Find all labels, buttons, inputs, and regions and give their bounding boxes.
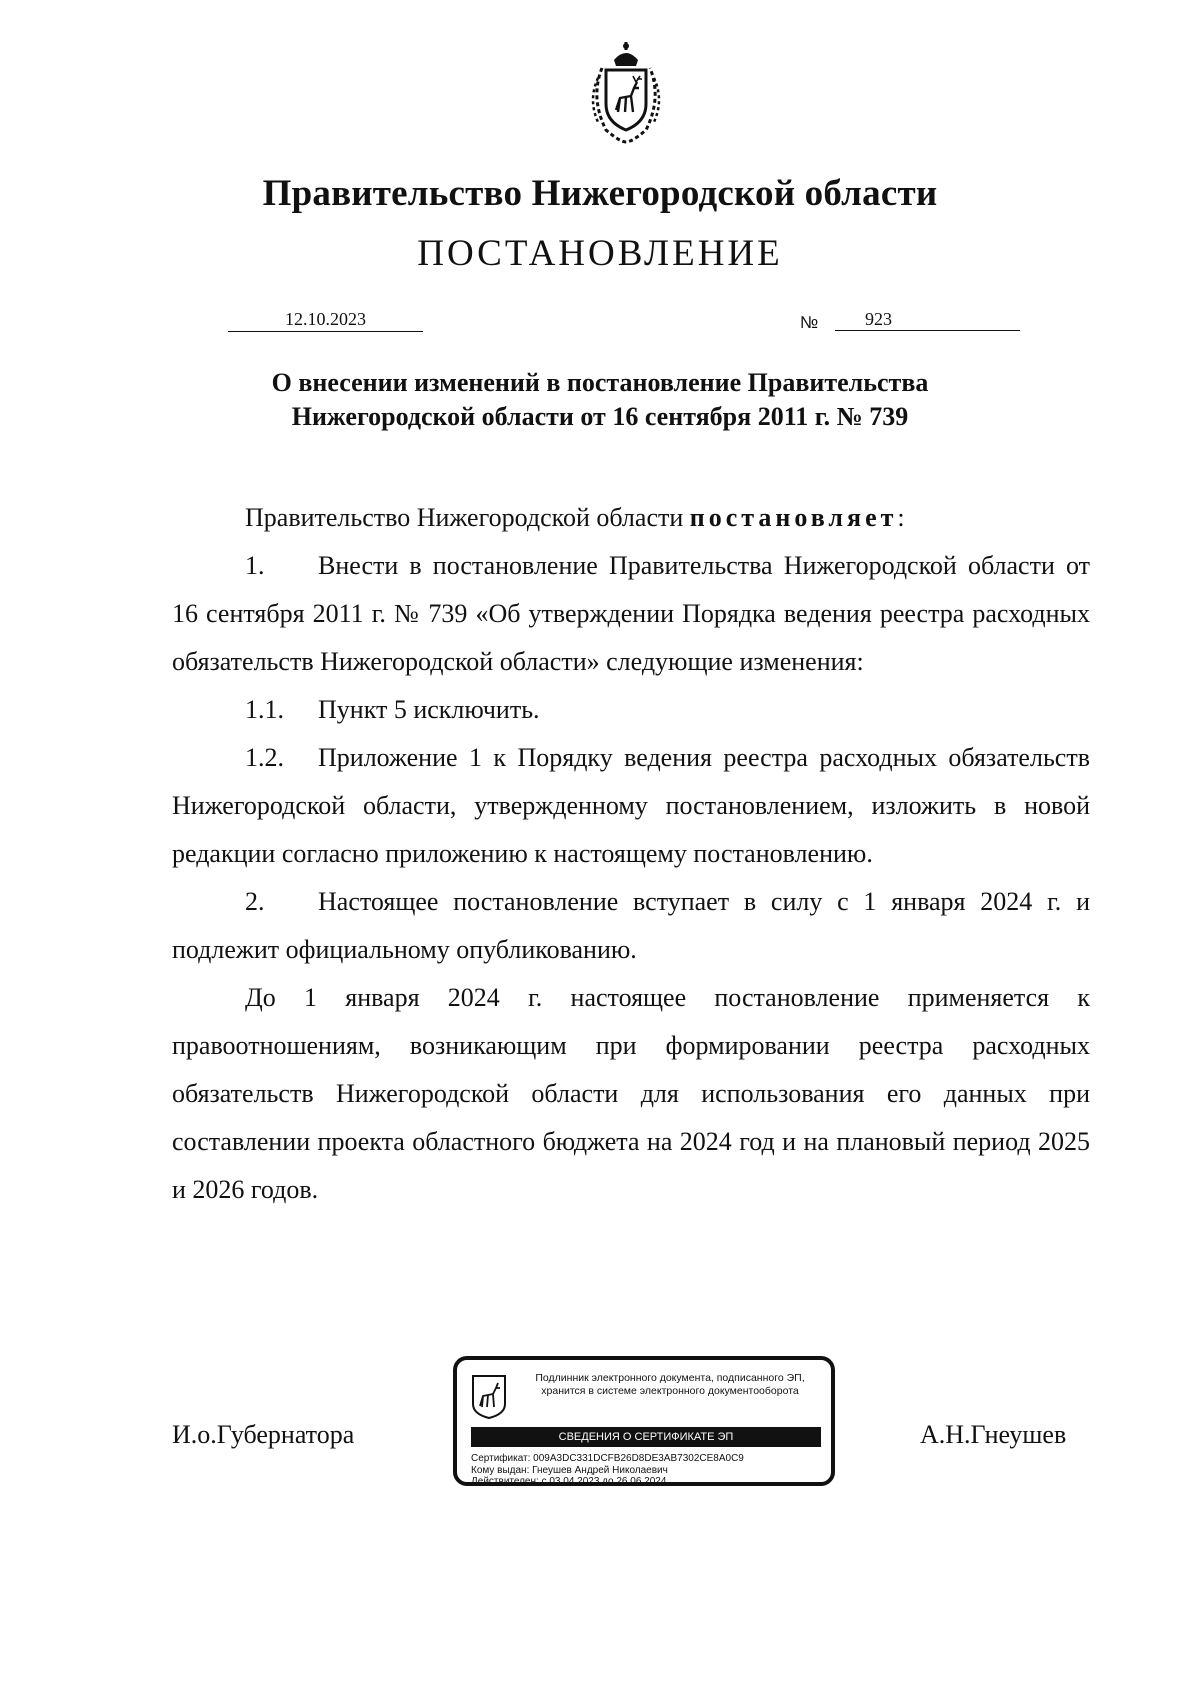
document-body [172,494,1090,1214]
document-subject [0,366,1200,434]
deer-emblem-icon [471,1374,507,1420]
stamp-line-2: хранится в системе электронного документооборота [541,1385,799,1397]
paragraph-1 [172,542,1090,686]
stamp-line-1: Подлинник электронного документа, подписанного ЭП, [535,1372,805,1384]
number-sign: № [800,313,819,332]
document-number: 923 [835,307,1020,331]
paragraph-1-1-text: Пункт 5 исключить. [318,695,540,724]
paragraph-2-text: Настоящее постановление вступает в силу с 1 января 2024 г. и подлежит официальному опубликованию. [172,887,1090,964]
stamp-header [513,1372,827,1398]
certificate-serial: Сертификат: 009A3DC331DCFB26D8DE3AB7302CE8A0C9 [471,1453,744,1464]
intro-text: Правительство Нижегородской области [245,503,684,532]
paragraph-3-text: До 1 января 2024 г. настоящее постановление применяется к правоотношениям, возникающим при формировании реестра расходных обязательств Нижегородской области для использования его данных при составлении проекта областного бюджета на 2024 год и на плановый период 2025 и 2026 годов. [172,983,1090,1204]
document-type: ПОСТАНОВЛЕНИЕ [417,233,783,274]
intro-colon: : [897,503,905,532]
intro-resolves: постановляет [689,503,898,532]
paragraph-2-number: 2. [245,887,265,916]
paragraph-1-2-number: 1.2. [245,743,284,772]
paragraph-1-text: Внести в постановление Правительства Нижегородской области от 16 сентября 2011 г. № 739 «Об утверждении Порядка ведения реестра расходных обязательств Нижегородской области» следующие изменения: [172,551,1090,676]
paragraph-1-number: 1. [245,551,265,580]
signatory-position: И.о.Губернатора [172,1420,355,1449]
certificate-info-bar: СВЕДЕНИЯ О СЕРТИФИКАТЕ ЭП [471,1427,821,1447]
paragraph-1-1-number: 1.1. [245,695,284,724]
electronic-signature-stamp [453,1356,835,1486]
certificate-owner: Кому выдан: Гнеушев Андрей Николаевич [471,1464,668,1476]
paragraph-3 [172,974,1090,1214]
intro-paragraph [172,494,1090,542]
subject-line-1: О внесении изменений в постановление Правительства [271,368,929,397]
document-date: 12.10.2023 [228,307,423,332]
certificate-validity: Действителен: с 03.04.2023 до 26.06.2024 [471,1476,667,1487]
subject-line-2: Нижегородской области от 16 сентября 2011 г. № 739 [291,402,909,431]
paragraph-1-2-text: Приложение 1 к Порядку ведения реестра расходных обязательств Нижегородской области, утвержденному постановлением, изложить в новой редакции согласно приложению к настоящему постановлению. [172,743,1090,868]
signatory-name: А.Н.Гнеушев [920,1420,1067,1449]
government-title: Правительство Нижегородской области [262,173,938,214]
certificate-details [471,1453,744,1488]
coat-of-arms-emblem [576,38,676,148]
paragraph-1-1 [172,686,1090,734]
paragraph-1-2 [172,734,1090,878]
paragraph-2 [172,878,1090,974]
